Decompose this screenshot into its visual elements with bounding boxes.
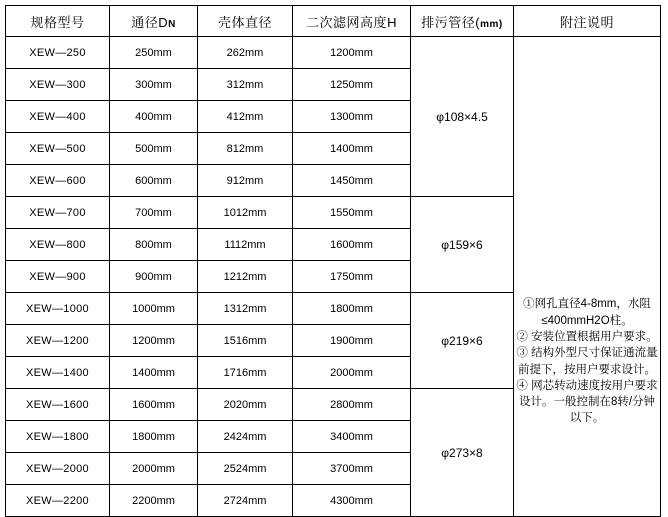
cell-dn: 500mm bbox=[110, 133, 198, 165]
cell-screen-height: 1900mm bbox=[293, 325, 411, 357]
note-line: ② 安装位置根据用户要求。 bbox=[516, 330, 658, 343]
cell-notes bbox=[514, 37, 661, 517]
cell-shell-diameter: 1012mm bbox=[198, 197, 293, 229]
cell-dn: 1400mm bbox=[110, 357, 198, 389]
cell-screen-height: 2800mm bbox=[293, 389, 411, 421]
cell-model: XEW—1000 bbox=[6, 293, 110, 325]
cell-dn: 300mm bbox=[110, 69, 198, 101]
cell-model: XEW—300 bbox=[6, 69, 110, 101]
header-drain-label: 排污管径( bbox=[421, 14, 481, 30]
cell-dn: 400mm bbox=[110, 101, 198, 133]
cell-screen-height: 4300mm bbox=[293, 485, 411, 517]
cell-drain-pipe: φ219×6 bbox=[411, 293, 514, 389]
cell-model: XEW—1400 bbox=[6, 357, 110, 389]
cell-drain-pipe: φ273×8 bbox=[411, 389, 514, 517]
cell-model: XEW—2200 bbox=[6, 485, 110, 517]
cell-model: XEW—250 bbox=[6, 37, 110, 69]
table-header bbox=[6, 6, 661, 37]
cell-screen-height: 2000mm bbox=[293, 357, 411, 389]
header-dn-label: 通径D bbox=[131, 14, 169, 30]
header-shell-diameter bbox=[198, 6, 293, 37]
cell-screen-height: 1550mm bbox=[293, 197, 411, 229]
cell-shell-diameter: 2724mm bbox=[198, 485, 293, 517]
cell-screen-height: 1450mm bbox=[293, 165, 411, 197]
header-notes-label: 附注说明 bbox=[559, 14, 614, 30]
header-notes bbox=[514, 6, 661, 37]
cell-dn: 900mm bbox=[110, 261, 198, 293]
notes-text bbox=[514, 126, 660, 427]
cell-model: XEW—600 bbox=[6, 165, 110, 197]
cell-screen-height: 1300mm bbox=[293, 101, 411, 133]
header-model-label: 规格型号 bbox=[30, 14, 85, 30]
cell-shell-diameter: 2424mm bbox=[198, 421, 293, 453]
header-height-label: 二次滤网高度 bbox=[306, 14, 388, 30]
header-row bbox=[6, 6, 661, 37]
cell-dn: 2000mm bbox=[110, 453, 198, 485]
cell-shell-diameter: 1112mm bbox=[198, 229, 293, 261]
cell-shell-diameter: 1716mm bbox=[198, 357, 293, 389]
cell-dn: 600mm bbox=[110, 165, 198, 197]
cell-model: XEW—1800 bbox=[6, 421, 110, 453]
spec-sheet bbox=[0, 5, 668, 507]
header-dn bbox=[110, 6, 198, 37]
cell-model: XEW—900 bbox=[6, 261, 110, 293]
header-model bbox=[6, 6, 110, 37]
header-drain-pipe bbox=[411, 6, 514, 37]
header-height-unit: H bbox=[387, 14, 397, 30]
note-line: ④ 网芯转动速度按用户要求设计。一般控制在8转/分钟以下。 bbox=[516, 379, 658, 425]
cell-model: XEW—2000 bbox=[6, 453, 110, 485]
cell-dn: 800mm bbox=[110, 229, 198, 261]
cell-dn: 2200mm bbox=[110, 485, 198, 517]
cell-dn: 700mm bbox=[110, 197, 198, 229]
cell-dn: 1000mm bbox=[110, 293, 198, 325]
cell-shell-diameter: 1312mm bbox=[198, 293, 293, 325]
cell-drain-pipe: φ108×4.5 bbox=[411, 37, 514, 197]
cell-model: XEW—800 bbox=[6, 229, 110, 261]
header-screen-height bbox=[293, 6, 411, 37]
cell-model: XEW—1600 bbox=[6, 389, 110, 421]
note-line: ③ 结构外型尺寸保证通流量前提下，按用户要求设计。 bbox=[516, 347, 658, 376]
cell-screen-height: 1800mm bbox=[293, 293, 411, 325]
header-drain-unit: mm) bbox=[480, 18, 503, 30]
note-line: ①网孔直径4-8mm，水阻≤400mmH2O柱。 bbox=[523, 298, 651, 327]
specification-table bbox=[5, 5, 661, 517]
cell-dn: 250mm bbox=[110, 37, 198, 69]
table-row bbox=[6, 37, 661, 69]
cell-model: XEW—500 bbox=[6, 133, 110, 165]
cell-shell-diameter: 1516mm bbox=[198, 325, 293, 357]
cell-drain-pipe: φ159×6 bbox=[411, 197, 514, 293]
cell-dn: 1600mm bbox=[110, 389, 198, 421]
cell-shell-diameter: 2524mm bbox=[198, 453, 293, 485]
cell-shell-diameter: 312mm bbox=[198, 69, 293, 101]
cell-model: XEW—700 bbox=[6, 197, 110, 229]
cell-screen-height: 1600mm bbox=[293, 229, 411, 261]
cell-shell-diameter: 2020mm bbox=[198, 389, 293, 421]
cell-model: XEW—1200 bbox=[6, 325, 110, 357]
cell-screen-height: 1750mm bbox=[293, 261, 411, 293]
cell-shell-diameter: 412mm bbox=[198, 101, 293, 133]
header-shell-label: 壳体直径 bbox=[217, 14, 272, 30]
cell-screen-height: 1250mm bbox=[293, 69, 411, 101]
cell-screen-height: 1400mm bbox=[293, 133, 411, 165]
cell-screen-height: 3400mm bbox=[293, 421, 411, 453]
cell-shell-diameter: 1212mm bbox=[198, 261, 293, 293]
cell-dn: 1200mm bbox=[110, 325, 198, 357]
cell-dn: 1800mm bbox=[110, 421, 198, 453]
cell-shell-diameter: 912mm bbox=[198, 165, 293, 197]
cell-shell-diameter: 262mm bbox=[198, 37, 293, 69]
cell-model: XEW—400 bbox=[6, 101, 110, 133]
cell-screen-height: 3700mm bbox=[293, 453, 411, 485]
header-dn-unit: N bbox=[168, 18, 176, 30]
table-body bbox=[6, 37, 661, 517]
cell-shell-diameter: 812mm bbox=[198, 133, 293, 165]
cell-screen-height: 1200mm bbox=[293, 37, 411, 69]
